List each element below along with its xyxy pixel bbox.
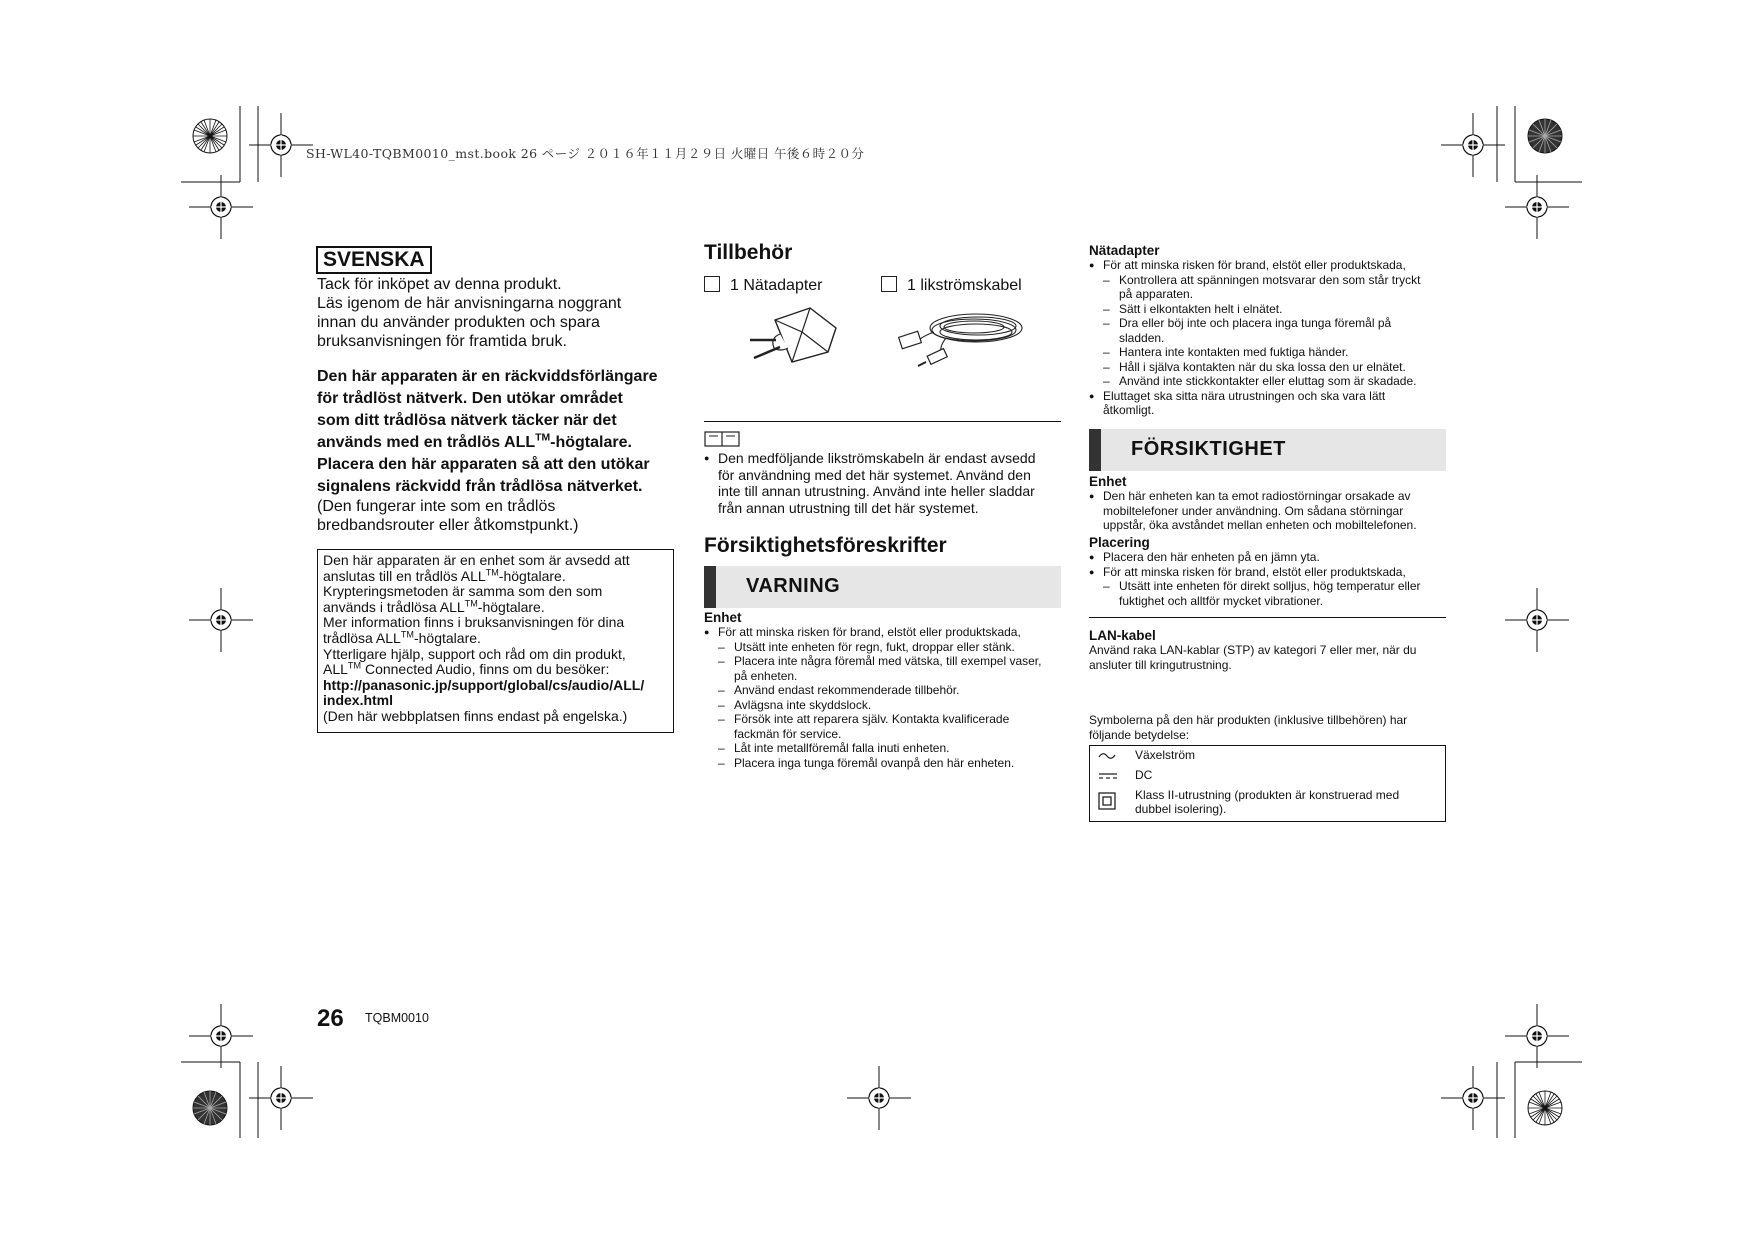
dc-cable-illustration: [898, 298, 1028, 370]
warning-item: – Sätt i elkontakten helt i elnätet.: [1089, 302, 1459, 317]
warning-label: VARNING: [746, 575, 841, 597]
warning-item: – Utsätt inte enheten för regn, fukt, droppar eller stänk.: [704, 640, 1069, 655]
checkbox-icon: [704, 276, 720, 292]
lan-text: [1089, 643, 1459, 672]
unit-warnings: [704, 625, 1069, 770]
router-note: [317, 497, 677, 535]
precautions-heading: Försiktighetsföreskrifter: [704, 534, 947, 557]
box-text: används i trådlösa ALL: [323, 598, 465, 615]
lan-line: Använd raka LAN-kablar (STP) av kategori 7 eller mer, när du: [1089, 643, 1417, 657]
box-line: Den här apparaten är en enhet som är avsedd att: [323, 552, 630, 568]
tm-sup: TM: [400, 629, 414, 640]
box-text: -högtalare.: [498, 567, 566, 584]
intro-line: bruksanvisningen för framtida bruk.: [317, 333, 567, 350]
checkbox-icon: [881, 276, 897, 292]
warning-item: – Hantera inte kontakten med fuktiga händer.: [1089, 345, 1459, 360]
placement-heading: Placering: [1089, 535, 1150, 550]
adapter-heading: Nätadapter: [1089, 243, 1160, 258]
symbol-label: Klass II-utrustning (produkten är konstruerad med: [1135, 788, 1400, 802]
warning-banner: [704, 566, 1061, 608]
warning-item: – Låt inte metallföremål falla inuti enheten.: [704, 741, 1069, 756]
warning-item: – Håll i själva kontakten när du ska lossa den ur elnätet.: [1089, 360, 1459, 375]
intro-line: Läs igenom de här anvisningarna noggrant: [317, 295, 622, 312]
desc-line: signalens räckvidd från trådlösa nätverket.: [317, 478, 643, 495]
adapter-warnings: [1089, 258, 1459, 418]
box-line: (Den här webbplatsen finns endast på engelska.): [323, 707, 628, 724]
warning-item: – Placera inte några föremål med vätska, till exempel vaser,: [704, 654, 1069, 669]
note-line: bredbandsrouter eller åtkomstpunkt.): [317, 517, 579, 534]
note-line: ● Den medföljande likströmskabeln är endast avsedd: [718, 450, 1036, 466]
caution-bullet-cont: mobiltelefoner under användning. Om sådana störningar: [1103, 503, 1404, 518]
section-divider: [1089, 617, 1446, 618]
note-line: (Den fungerar inte som en trådlös: [317, 498, 556, 515]
box-text: trådlösa ALL: [323, 629, 401, 646]
section-divider: [704, 421, 1061, 422]
language-label: [316, 246, 432, 274]
caution-bullet-cont: uppstår, öka avståndet mellan enheten och mobiltelefonen.: [1103, 518, 1417, 532]
symbols-table: [1089, 745, 1446, 822]
desc-text: -högtalare.: [550, 434, 632, 451]
warning-item: – Dra eller böj inte och placera inga tunga föremål på: [1089, 316, 1459, 331]
desc-line: som ditt trådlösa nätverk täcker när det: [317, 412, 617, 429]
ac-adapter-illustration: [740, 300, 840, 370]
box-line: [323, 566, 668, 585]
box-line: Ytterligare hjälp, support och råd om din produkt,: [323, 645, 626, 662]
warning-bullet: ● För att minska risken för brand, elstöt eller produktskada,: [704, 625, 1069, 640]
desc-line: Den här apparaten är en räckviddsförlängare: [317, 368, 658, 385]
symbols-line: följande betydelse:: [1089, 727, 1190, 742]
tm-sup: TM: [535, 432, 551, 444]
warning-bullet: ● Eluttaget ska sitta nära utrustningen och ska vara lätt: [1089, 389, 1459, 404]
caution-item-cont: fuktighet och alltför mycket vibrationer.: [1119, 593, 1324, 608]
desc-line: Placera den här apparaten så att den utökar: [317, 456, 650, 473]
box-text: Connected Audio, finns om du besöker:: [361, 661, 610, 678]
note-line: för användning med det här systemet. Använd den: [718, 466, 1031, 483]
lan-heading: LAN-kabel: [1089, 628, 1156, 643]
box-line: Krypteringsmetoden är samma som den som: [323, 583, 603, 600]
book-note-icon: [704, 430, 740, 448]
warning-item: – Avlägsna inte skyddslock.: [704, 698, 1069, 713]
warning-item: – Använd inte stickkontakter eller eluttag som är skadade.: [1089, 374, 1459, 389]
caution-item: – Utsätt inte enheten för direkt solljus, hög temperatur eller: [1089, 579, 1459, 594]
box-line: [323, 631, 668, 647]
caution-banner: [1089, 429, 1446, 471]
box-text: -högtalare.: [413, 629, 481, 646]
unit-heading: Enhet: [704, 610, 742, 625]
warning-bullet: ● För att minska risken för brand, elstöt eller produktskada,: [1089, 258, 1459, 273]
page-number: 26: [317, 1005, 344, 1032]
info-box: [317, 549, 674, 733]
intro-line: Tack för inköpet av denna produkt.: [317, 276, 562, 293]
desc-line: [317, 432, 687, 454]
box-text: ALL: [323, 661, 348, 678]
file-header-line: SH-WL40-TQBM0010_mst.book 26 ページ ２０１６年１１月２９日 火曜日 午後６時２０分: [306, 146, 865, 161]
support-link[interactable]: index.html: [323, 692, 394, 709]
dc-symbol-icon: [1098, 771, 1118, 781]
warning-item-cont: fackmän för service.: [734, 726, 842, 741]
warning-item: – Kontrollera att spänningen motsvarar den som står tryckt: [1089, 273, 1459, 288]
caution-label: FÖRSIKTIGHET: [1131, 438, 1286, 460]
class2-symbol-icon: [1098, 792, 1116, 810]
note-line: inte till annan utrustning. Använd inte heller sladdar: [718, 483, 1035, 499]
caution-bullet: ● Den här enheten kan ta emot radiostörningar orsakade av: [1089, 489, 1459, 504]
product-description: [317, 366, 687, 498]
accessory-item: [704, 276, 823, 295]
tm-sup: TM: [464, 598, 478, 609]
document-code: TQBM0010: [365, 1011, 429, 1025]
warning-item: – Försök inte att reparera själv. Kontakta kvalificerade: [704, 712, 1069, 727]
accessory-item: [881, 276, 1022, 295]
cable-note: [704, 450, 1078, 516]
warning-item-cont: på enheten.: [734, 668, 798, 683]
box-line: [323, 662, 668, 678]
accessories-heading: Tillbehör: [704, 241, 793, 264]
note-line: från annan utrustning till det här systemet.: [718, 499, 979, 516]
language-box: SVENSKA: [316, 246, 432, 274]
symbols-line: Symbolerna på den här produkten (inklusive tillbehören) har: [1089, 713, 1408, 727]
box-text: anslutas till en trådlös ALL: [323, 567, 486, 584]
intro-line: innan du använder produkten och spara: [317, 314, 600, 331]
tm-sup: TM: [347, 660, 362, 671]
unit-heading: Enhet: [1089, 474, 1127, 489]
box-line: Mer information finns i bruksanvisningen för dina: [323, 614, 625, 631]
warning-item-cont: på apparaten.: [1119, 287, 1194, 301]
ac-symbol-icon: [1098, 751, 1116, 761]
caution-bullet: ● För att minska risken för brand, elstöt eller produktskada,: [1089, 565, 1459, 580]
accessory-label: 1 likströmskabel: [907, 277, 1022, 294]
tm-sup: TM: [485, 566, 499, 577]
desc-line: för trådlöst nätverk. Den utökar området: [317, 390, 623, 407]
symbol-label: dubbel isolering).: [1135, 802, 1227, 816]
unit-caution: [1089, 489, 1459, 533]
warning-item: – Använd endast rekommenderade tillbehör.: [704, 683, 1069, 698]
desc-text: används med en trådlös ALL: [317, 434, 536, 451]
accessory-label: 1 Nätadapter: [730, 277, 823, 294]
box-text: -högtalare.: [477, 598, 545, 615]
warning-bullet-cont: åtkomligt.: [1103, 403, 1155, 417]
intro-text: [317, 275, 677, 351]
warning-item: – Placera inga tunga föremål ovanpå den här enheten.: [704, 756, 1069, 771]
support-link[interactable]: http://panasonic.jp/support/global/cs/audio/ALL/: [323, 676, 645, 693]
warning-item-cont: sladden.: [1119, 330, 1165, 345]
symbol-label: DC: [1135, 768, 1153, 782]
lan-line: ansluter till kringutrustning.: [1089, 657, 1232, 672]
symbol-label: Växelström: [1135, 748, 1196, 762]
symbols-intro: [1089, 713, 1459, 742]
box-line: [323, 600, 668, 616]
caution-bullet: ● Placera den här enheten på en jämn yta.: [1089, 550, 1459, 565]
placement-caution: [1089, 550, 1459, 608]
